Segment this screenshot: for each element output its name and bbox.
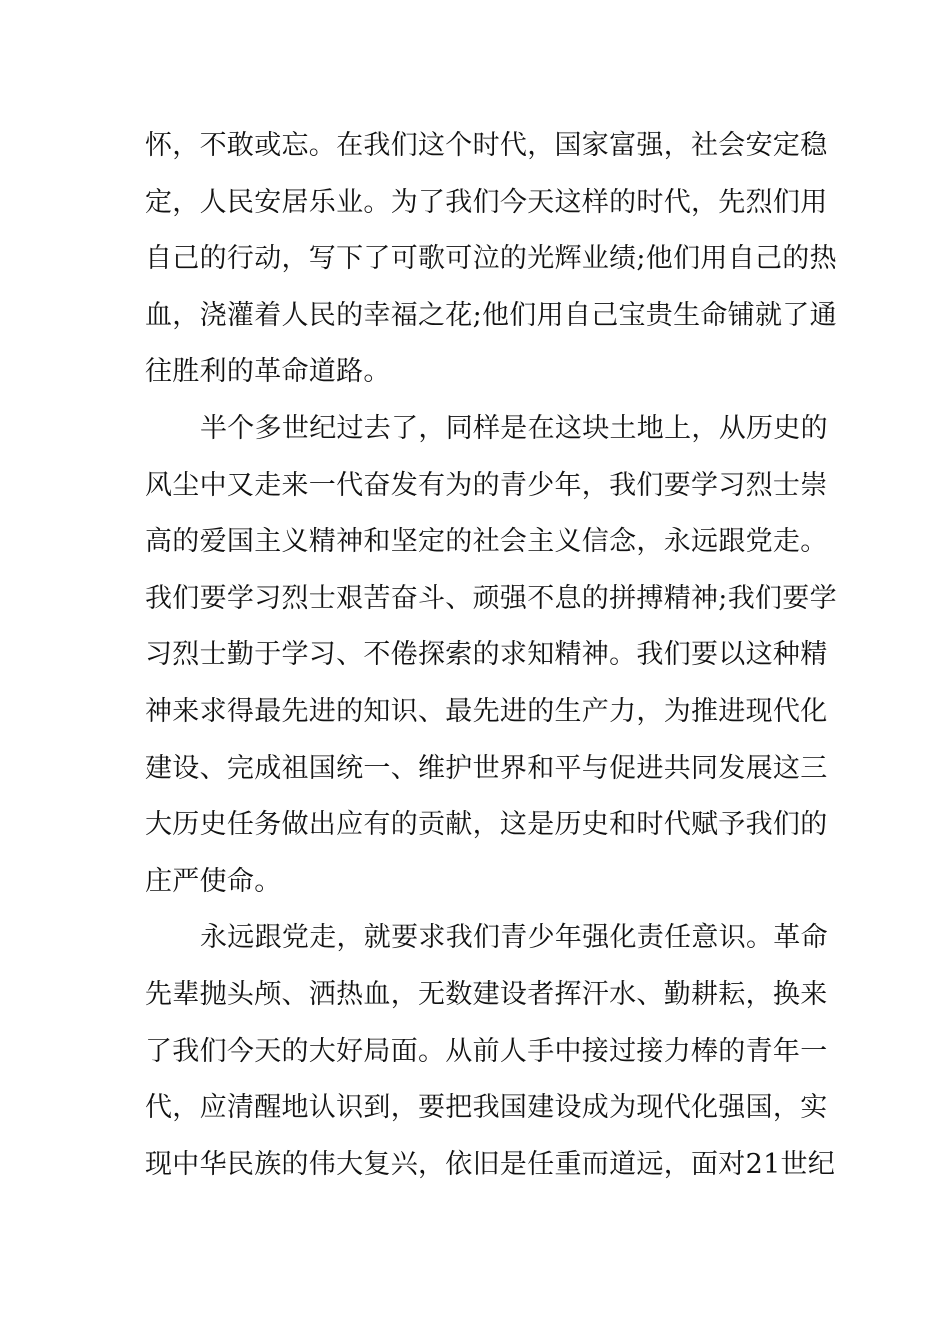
text-line: 往胜利的革命道路。 [145,356,391,388]
text-line: 大历史任务做出应有的贡献，这是历史和时代赋予我们的 [145,809,828,841]
text-line: 习烈士勤于学习、不倦探索的求知精神。我们要以这种精 [145,639,828,671]
text-line: 风尘中又走来一代奋发有为的青少年，我们要学习烈士崇 [145,469,828,501]
text-line: 永远跟党走，就要求我们青少年强化责任意识。革命 [200,922,828,954]
body-text [145,118,837,1193]
text-line: 先辈抛头颅、洒热血，无数建设者挥汗水、勤耕耘，换来 [145,978,828,1010]
text-line: 建设、完成祖国统一、维护世界和平与促进共同发展这三 [145,752,828,784]
text-line: 血，浇灌着人民的幸福之花;他们用自己宝贵生命铺就了通 [145,299,837,331]
paragraph-3 [145,910,836,1193]
text-line: 代，应清醒地认识到，要把我国建设成为现代化强国，实 [145,1092,828,1124]
paragraph-1 [145,118,837,401]
text-line: 高的爱国主义精神和坚定的社会主义信念，永远跟党走。 [145,526,828,558]
text-line: 庄严使命。 [145,865,282,897]
text-line: 我们要学习烈士艰苦奋斗、顽强不息的拼搏精神;我们要学 [145,582,837,614]
text-line: 半个多世纪过去了，同样是在这块土地上，从历史的 [200,412,828,444]
paragraph-2 [145,401,837,910]
text-line: 怀，不敢或忘。在我们这个时代，国家富强，社会安定稳 [145,130,828,161]
text-line: 现中华民族的伟大复兴，依旧是任重而道远，面对21世纪 [145,1148,836,1180]
text-line: 了我们今天的大好局面。从前人手中接过接力棒的青年一 [145,1035,828,1067]
text-line: 定，人民安居乐业。为了我们今天这样的时代，先烈们用 [145,186,828,218]
text-line: 自己的行动，写下了可歌可泣的光辉业绩;他们用自己的热 [145,243,837,275]
text-line: 神来求得最先进的知识、最先进的生产力，为推进现代化 [145,695,828,727]
